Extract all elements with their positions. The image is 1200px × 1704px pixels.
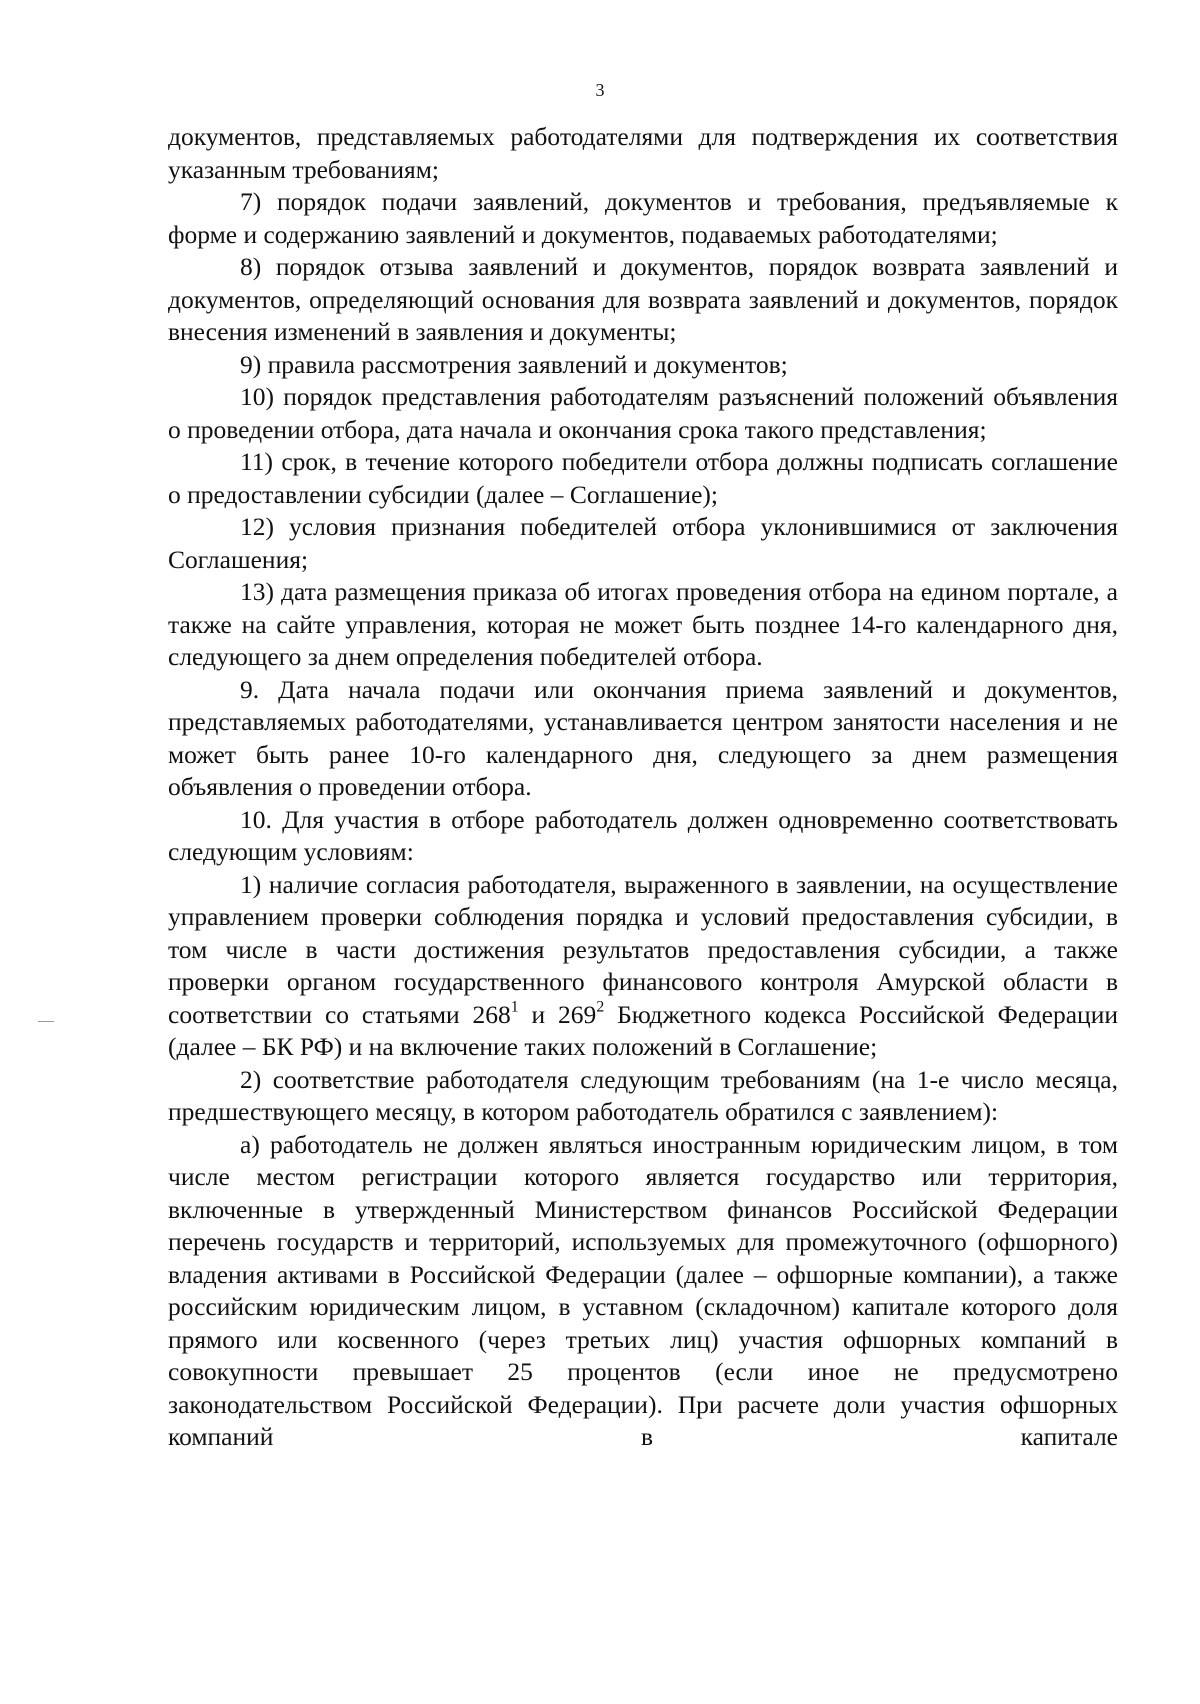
- paragraph-clause-9: 9. Дата начала подачи или окончания приема заявлений и документов, представляемых работодателями, устанавливается центром занятости населения и не может быть ранее 10-го календарного дня, следующего за днем размещения объявления о проведении отбора.: [168, 674, 1118, 801]
- paragraph-item-10: 10) порядок представления работодателям разъяснений положений объявления о проведении отбора, дата начала и окончания срока такого представления;: [168, 382, 1118, 444]
- paragraph-item-13: 13) дата размещения приказа об итогах проведения отбора на едином портале, а также на сайте управления, которая не может быть позднее 14-го календарного дня, следующего за днем определения победителей отбора.: [168, 577, 1118, 671]
- paragraph-item-9: 9) правила рассмотрения заявлений и документов;: [240, 349, 788, 379]
- margin-scan-mark: [38, 1021, 54, 1022]
- article-268-superscript: 1: [510, 998, 519, 1016]
- condition-1-text-a: 1) наличие согласия работодателя, выраженного в заявлении, на осуществление управлением проверки соблюдения порядка и условий предоставления субсидии, в том числе в части достижения результатов предоставления субсидии, а также проверки органом государственного финансового контроля Амурской области в соответствии со статьями 268: [168, 869, 1118, 1029]
- paragraph-condition-2: 2) соответствие работодателя следующим требованиям (на 1-е число месяца, предшествующего месяцу, в котором работодатель обратился с заявлением):: [168, 1064, 1118, 1126]
- paragraph-condition-1: [168, 869, 1118, 1064]
- document-body: [168, 121, 1118, 1454]
- paragraph-item-7: 7) порядок подачи заявлений, документов и требования, предъявляемые к форме и содержанию заявлений и документов, подаваемых работодателями;: [168, 187, 1118, 249]
- page-number: 3: [595, 80, 605, 100]
- paragraph-requirement-a: а) работодатель не должен являться иностранным юридическим лицом, в том числе местом регистрации которого является государство или территория, включенные в утвержденный Министерством финансов Российской Федерации перечень государств и территорий, используемых для промежуточного (офшорного) владения активами в Российской Федерации (далее – офшорные компании), а также российским юридическим лицом, в уставном (складочном) капитале которого доля прямого или косвенного (через третьих лиц) участия офшорных компаний в совокупности превышает 25 процентов (если иное не предусмотрено законодательством Российской Федерации). При расчете доли участия офшорных компаний в капитале: [168, 1129, 1118, 1451]
- paragraph-item-12: 12) условия признания победителей отбора уклонившимися от заключения Соглашения;: [168, 512, 1118, 574]
- condition-1-text-b: и 269: [518, 999, 597, 1029]
- paragraph-item-8: 8) порядок отзыва заявлений и документов, порядок возврата заявлений и документов, определяющий основания для возврата заявлений и документов, порядок внесения изменений в заявления и документы;: [168, 252, 1118, 346]
- paragraph-clause-10: 10. Для участия в отборе работодатель должен одновременно соответствовать следующим условиям:: [168, 804, 1118, 866]
- paragraph-item-11: 11) срок, в течение которого победители отбора должны подписать соглашение о предоставлении субсидии (далее – Соглашение);: [168, 447, 1118, 509]
- article-269-superscript: 2: [596, 998, 605, 1016]
- paragraph-continuation: документов, представляемых работодателями для подтверждения их соответствия указанным требованиям;: [168, 122, 1118, 184]
- condition-1-text-c: Бюджетного кодекса Российской Федерации (далее – БК РФ) и на включение таких положений в Соглашение;: [168, 999, 1118, 1061]
